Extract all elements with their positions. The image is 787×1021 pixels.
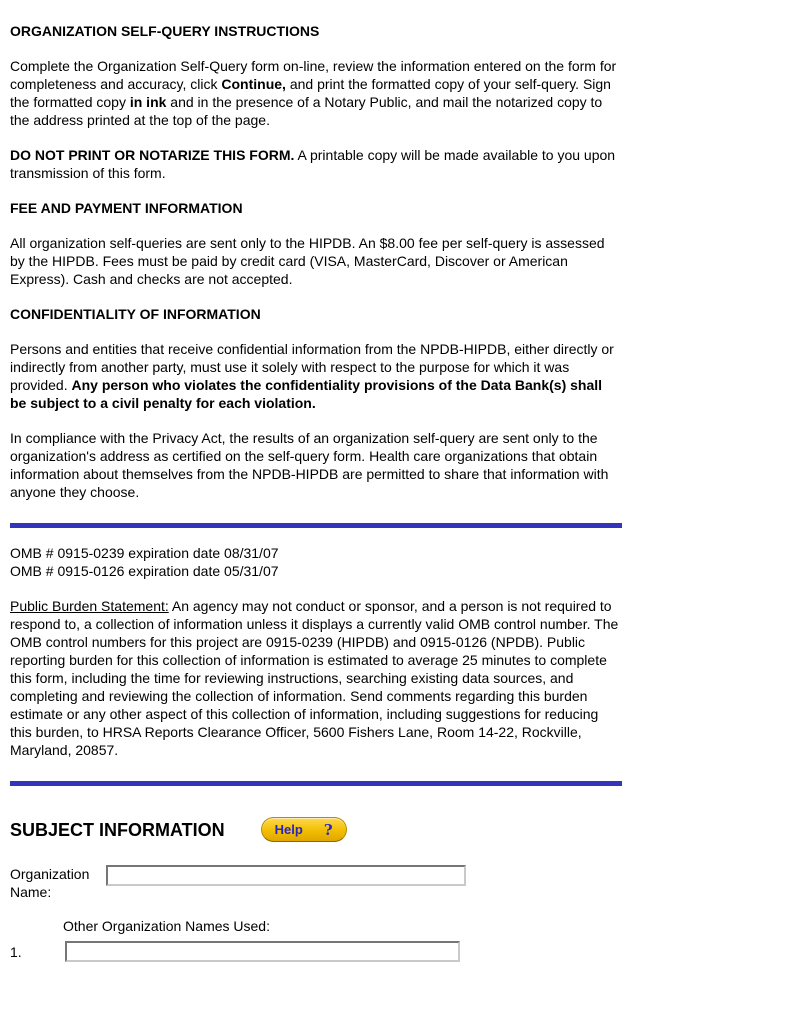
confidentiality-heading: CONFIDENTIALITY OF INFORMATION [10,306,261,322]
public-burden-label: Public Burden Statement: [10,598,169,614]
divider-rule-bottom [10,781,622,786]
other-organization-name-input-1[interactable] [65,941,460,962]
other-name-row-number: 1. [10,943,22,960]
paragraph-confidentiality [10,340,622,412]
other-organization-names-label: Other Organization Names Used: [63,918,270,934]
organization-name-input[interactable] [106,865,466,886]
paragraph-complete-form [10,57,622,129]
subject-information-form [10,865,622,962]
question-mark-icon: ? [323,820,333,839]
text-segment: and in the presence of a Notary Public, and mail the notarized copy to the address printed at the top of the page. [10,94,603,128]
divider-rule-top [10,523,622,528]
paragraph-fee: All organization self-queries are sent only to the HIPDB. An $8.00 fee per self-query is assessed by the HIPDB. Fees must be paid by credit card (VISA, MasterCard, Discover or American Express). Cash and checks are not accepted. [10,235,605,287]
omb-numbers [10,544,622,580]
text-segment: An agency may not conduct or sponsor, and a person is not required to respond to, a collection of information unless it displays a currently valid OMB control number. The OMB control numbers for this project are 0915-0239 (HIPDB) and 0915-0126 (NPDB). Public reporting burden for this collection of information is estimated to average 25 minutes to complete this form, including the time for reviewing instructions, searching existing data sources, and completing and reviewing the collection of information. Send comments regarding this burden estimate or any other aspect of this collection of information, including suggestions for reducing this burden, to HRSA Reports Clearance Officer, 5600 Fishers Lane, Room 14-22, Rockville, Maryland, 20857. [10,598,619,758]
text-segment: Persons and entities that receive confidential information from the NPDB-HIPDB, either directly or indirectly from another party, must use it solely with respect to the purpose for which it was provided. [10,341,614,393]
bold-do-not-print: DO NOT PRINT OR NOTARIZE THIS FORM. [10,147,295,163]
other-name-row-1 [10,941,622,962]
help-button[interactable] [261,817,347,842]
subject-information-header [10,817,622,842]
help-button-label: Help [274,821,303,837]
paragraph-privacy-act: In compliance with the Privacy Act, the results of an organization self-query are sent only to the organization's address as certified on the self-query form. Health care organizations that obtain information about themselves from the NPDB-HIPDB are permitted to share that information with anyone they choose. [10,430,609,500]
omb-line-2: OMB # 0915-0126 expiration date 05/31/07 [10,563,279,579]
omb-line-1: OMB # 0915-0239 expiration date 08/31/07 [10,545,279,561]
text-segment: A printable copy will be made available to you upon transmission of this form. [10,147,616,181]
bold-continue: Continue, [221,76,286,92]
paragraph-public-burden [10,597,622,759]
organization-name-label: Organization Name: [10,866,90,900]
fee-heading: FEE AND PAYMENT INFORMATION [10,200,243,216]
bold-civil-penalty: Any person who violates the confidentiality provisions of the Data Bank(s) shall be subject to a civil penalty for each violation. [10,377,603,411]
organization-name-row [10,865,622,901]
text-segment: and print the formatted copy of your self-query. Sign the formatted copy [10,76,611,110]
instructions-heading: ORGANIZATION SELF-QUERY INSTRUCTIONS [10,23,320,39]
bold-in-ink: in ink [129,94,167,110]
text-segment: Complete the Organization Self-Query form on-line, review the information entered on the form for completeness and accuracy, click [10,58,617,92]
paragraph-do-not-print [10,146,622,182]
subject-information-title: SUBJECT INFORMATION [10,819,225,840]
